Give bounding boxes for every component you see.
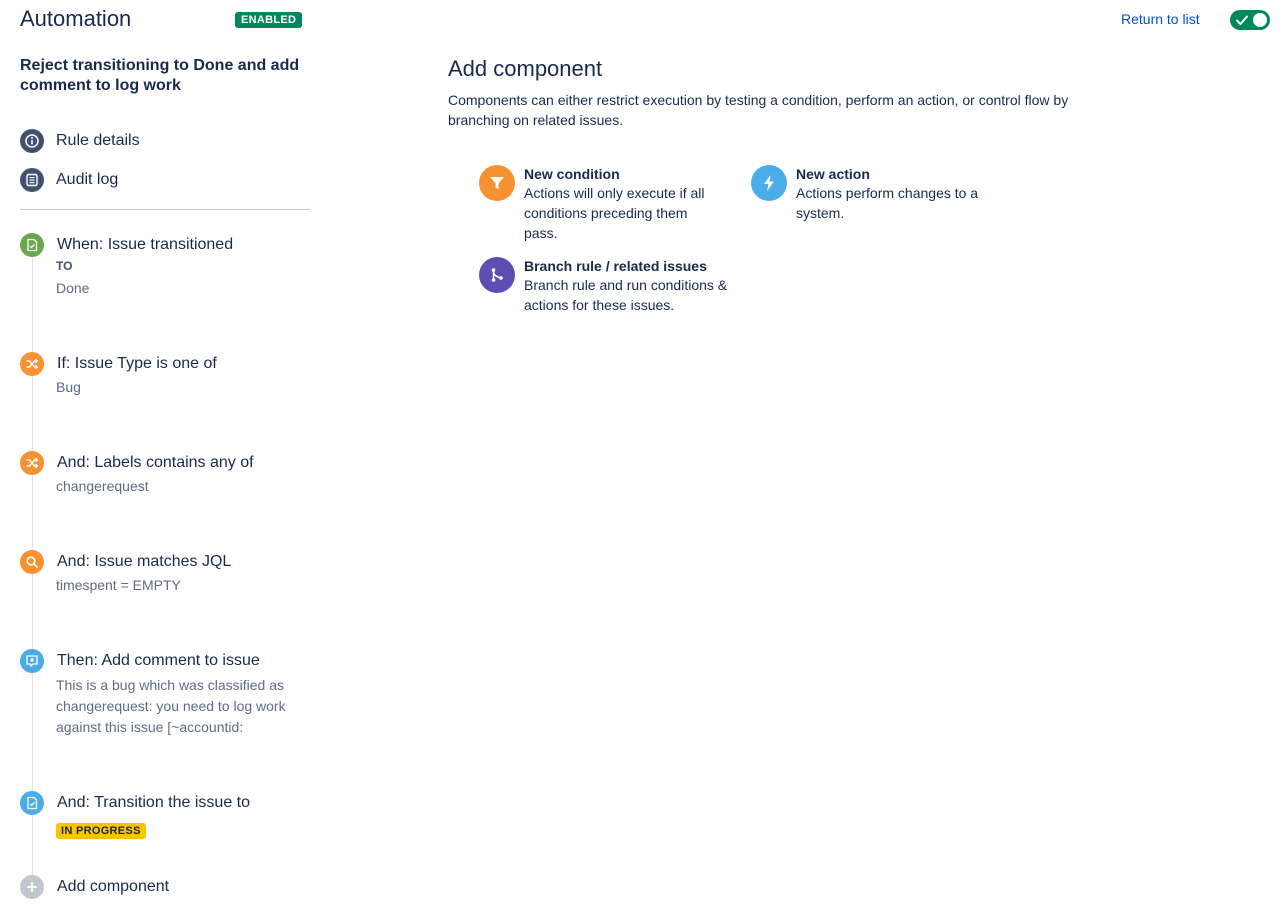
nav-label: Rule details <box>56 132 140 149</box>
search-icon <box>20 550 44 574</box>
sidebar-divider <box>20 209 310 210</box>
plus-icon <box>20 875 44 899</box>
page-description: Components can either restrict execution by testing a condition, perform an action, or control flow by branching on related issues. <box>448 92 1069 128</box>
branch-icon <box>479 257 515 293</box>
option-title: New action <box>796 166 870 182</box>
step-detail: Done <box>56 280 90 296</box>
option-description: Branch rule and run conditions & actions for these issues. <box>524 277 728 313</box>
app-title: Automation <box>20 6 132 31</box>
option-title: Branch rule / related issues <box>524 258 707 274</box>
step-title: If: Issue Type is one of <box>57 355 217 372</box>
return-to-list-link[interactable]: Return to list <box>1121 11 1200 27</box>
step-trigger[interactable] <box>20 233 310 303</box>
option-title: New condition <box>524 166 620 182</box>
step-action-transition[interactable] <box>20 791 310 841</box>
funnel-icon <box>479 165 515 201</box>
step-condition-jql[interactable] <box>20 550 310 610</box>
toggle-knob <box>1253 13 1267 27</box>
option-description: Actions perform changes to a system. <box>796 185 979 221</box>
step-caption: TO <box>56 259 73 273</box>
rule-enabled-toggle[interactable] <box>1230 10 1270 30</box>
check-icon <box>1235 13 1249 27</box>
nav-rule-details[interactable] <box>20 128 140 154</box>
step-detail: timespent = EMPTY <box>56 577 181 593</box>
step-condition-issue-type[interactable] <box>20 352 310 412</box>
step-title: Then: Add comment to issue <box>57 652 260 669</box>
step-title: And: Transition the issue to <box>57 794 250 811</box>
step-detail: Bug <box>56 379 81 395</box>
step-action-add-comment[interactable] <box>20 649 310 744</box>
shuffle-icon <box>20 451 44 475</box>
trigger-icon <box>20 233 44 257</box>
step-detail: This is a bug which was classified as changerequest: you need to log work against this issue [~accountid: <box>56 677 286 735</box>
step-title: And: Labels contains any of <box>57 454 254 471</box>
step-title: When: Issue transitioned <box>57 236 234 253</box>
step-detail: changerequest <box>56 478 149 494</box>
lightning-icon <box>751 165 787 201</box>
transition-icon <box>20 791 44 815</box>
status-lozenge: IN PROGRESS <box>56 823 146 839</box>
step-title: And: Issue matches JQL <box>57 553 232 570</box>
step-detail <box>56 819 306 840</box>
shuffle-icon <box>20 352 44 376</box>
step-condition-labels[interactable] <box>20 451 310 511</box>
status-badge: ENABLED <box>235 12 302 28</box>
comment-icon <box>20 649 44 673</box>
option-description: Actions will only execute if all conditions preceding them pass. <box>524 185 705 241</box>
info-icon <box>20 129 44 153</box>
nav-audit-log[interactable] <box>20 167 118 193</box>
list-icon <box>20 168 44 192</box>
nav-label: Audit log <box>56 171 119 188</box>
rule-name: Reject transitioning to Done and add comment to log work <box>20 57 300 94</box>
branch-rule-option[interactable] <box>479 257 739 315</box>
new-condition-option[interactable] <box>479 165 729 243</box>
page-title: Add component <box>448 56 603 81</box>
step-title: Add component <box>57 878 170 895</box>
add-component-button[interactable] <box>20 875 310 901</box>
new-action-option[interactable] <box>751 165 1011 223</box>
